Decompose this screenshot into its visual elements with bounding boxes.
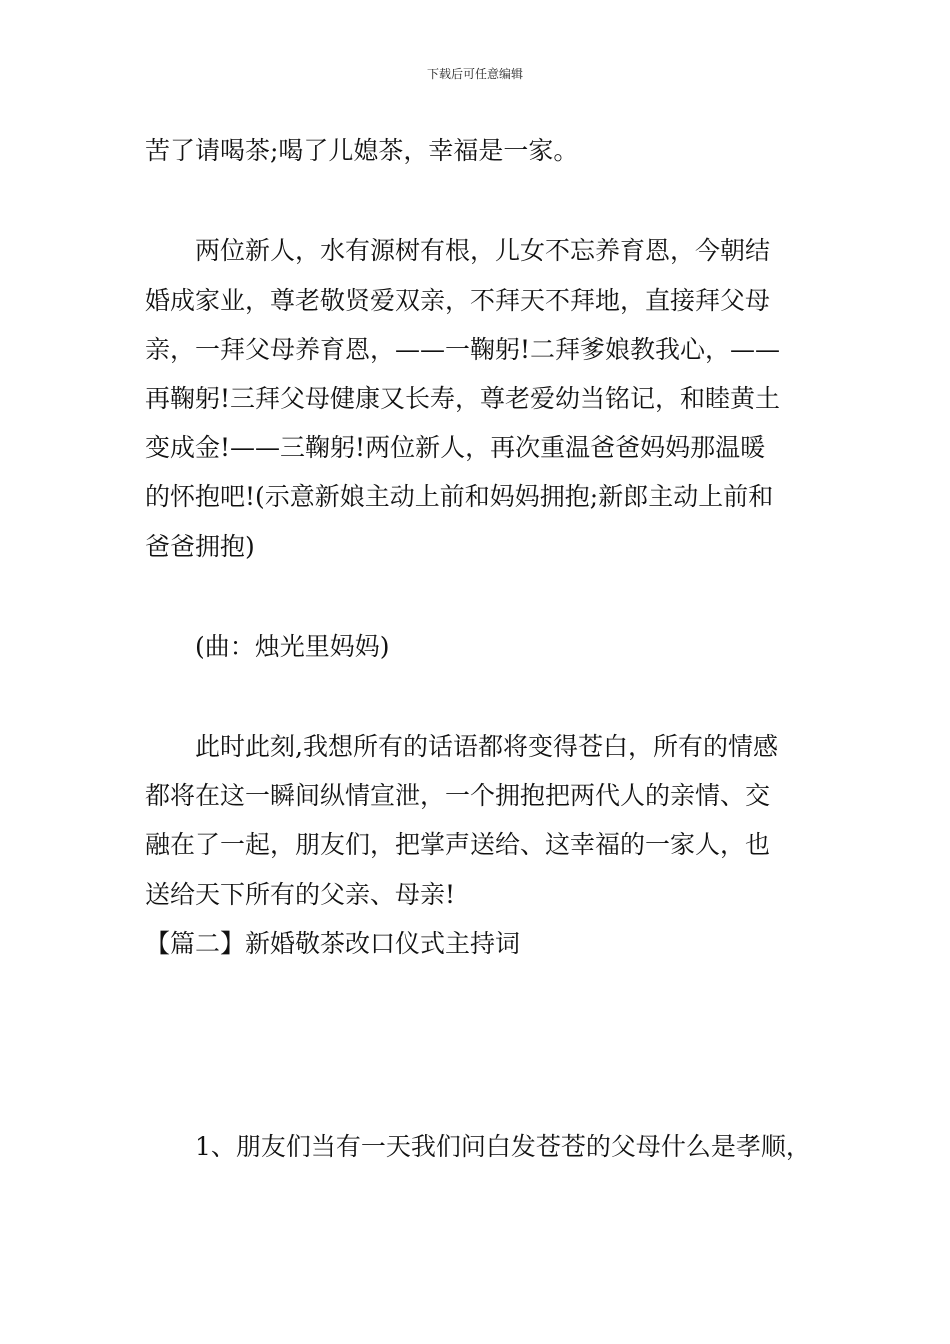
paragraph-line: 1、朋友们当有一天我们问白发苍苍的父母什么是孝顺， bbox=[145, 1132, 811, 1161]
paragraph-line: 融在了一起，朋友们，把掌声送给、这幸福的一家人，也 bbox=[145, 830, 771, 859]
section-heading: 【篇二】新婚敬茶改口仪式主持词 bbox=[145, 929, 521, 958]
paragraph-line: 苦了请喝茶;喝了儿媳茶，幸福是一家。 bbox=[145, 136, 579, 165]
paragraph-line: (曲：烛光里妈妈) bbox=[145, 632, 390, 661]
paragraph-line: 婚成家业，尊老敬贤爱双亲，不拜天不拜地，直接拜父母 bbox=[145, 286, 771, 315]
paragraph-line: 此时此刻,我想所有的话语都将变得苍白，所有的情感 bbox=[145, 732, 778, 761]
paragraph-line: 爸爸拥抱) bbox=[145, 532, 255, 561]
paragraph-line: 的怀抱吧!(示意新娘主动上前和妈妈拥抱;新郎主动上前和 bbox=[145, 482, 774, 511]
paragraph-line: 亲，一拜父母养育恩，——一鞠躬!二拜爹娘教我心，—— bbox=[145, 335, 781, 364]
paragraph-line: 再鞠躬!三拜父母健康又长寿，尊老爱幼当铭记，和睦黄土 bbox=[145, 384, 781, 413]
page-header: 下载后可任意编辑 bbox=[426, 67, 523, 81]
paragraph-line: 都将在这一瞬间纵情宣泄，一个拥抱把两代人的亲情、交 bbox=[145, 781, 771, 810]
paragraph-line: 送给天下所有的父亲、母亲! bbox=[145, 880, 456, 909]
paragraph-line: 两位新人，水有源树有根，儿女不忘养育恩，今朝结 bbox=[145, 236, 771, 265]
paragraph-line: 变成金!——三鞠躬!两位新人，再次重温爸爸妈妈那温暖 bbox=[145, 433, 766, 462]
